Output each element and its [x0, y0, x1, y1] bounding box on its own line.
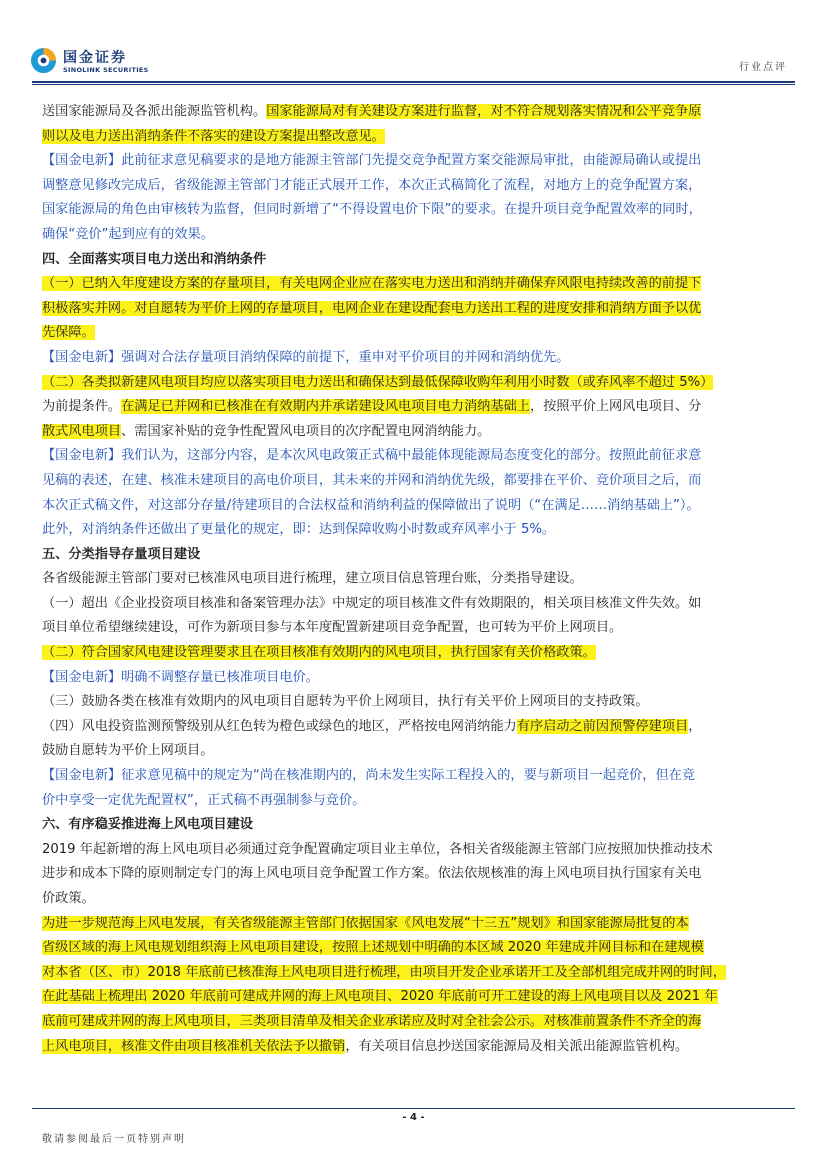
- text-line: [42, 838, 798, 863]
- section-heading: [42, 248, 798, 273]
- footer-divider: [32, 1108, 795, 1109]
- text-line: [42, 223, 798, 248]
- report-category: 行业点评: [739, 62, 787, 73]
- logo-chinese-name: 国金证券: [63, 50, 127, 66]
- heading-text: 四、全面落实项目电力送出和消纳条件: [42, 251, 267, 267]
- text-line: [42, 494, 798, 519]
- highlighted-text: 对本省（区、市）2018 年底前已核准海上风电项目进行梳理，由项目开发企业承诺开工及全部机组完成并网的时间，: [42, 964, 726, 980]
- highlighted-text: （二）各类拟新建风电项目均应以落实项目电力送出和确保达到最低保障收购年利用小时数（或弃风率不超过 5%）: [42, 374, 714, 390]
- text-line: [42, 936, 798, 961]
- sinolink-logo-icon: [30, 47, 57, 74]
- text-line: [42, 641, 798, 666]
- highlighted-text: 国家能源局对有关建设方案进行监督，对不符合规划落实情况和公平竞争原: [266, 104, 702, 119]
- analyst-comment-text: 调整意见修改完成后，省级能源主管部门才能正式展开工作，本次正式稿简化了流程，对地方上的竞争配置方案，: [42, 177, 702, 193]
- highlighted-text: 有序启动之前因预警停建项目: [516, 718, 689, 734]
- analyst-comment-text: 价中享受一定优先配置权”，正式稿不再强制参与竞价。: [42, 792, 366, 808]
- disclaimer-note: 敬请参阅最后一页特别声明: [42, 1134, 186, 1145]
- highlighted-text: 在此基础上梳理出 2020 年底前可建成并网的海上风电项目、2020 年底前可开工建设的海上风电项目以及 2021 年: [42, 989, 718, 1005]
- body-text: 为前提条件。: [42, 399, 122, 415]
- header-divider: [32, 81, 795, 83]
- text-line: [42, 125, 798, 150]
- highlighted-text: 则以及电力送出消纳条件不落实的建设方案提出整改意见。: [42, 128, 385, 144]
- text-line: [42, 764, 798, 789]
- analyst-comment-text: 【国金电新】明确不调整存量已核准项目电价。: [42, 669, 319, 685]
- analyst-comment-text: 【国金电新】此前征求意见稿要求的是地方能源主管部门先提交竞争配置方案交能源局审批，由能源局确认或提出: [42, 153, 702, 169]
- text-line: [42, 690, 798, 715]
- analyst-comment-text: 【国金电新】征求意见稿中的规定为“尚在核准期内的，尚未发生实际工程投入的，要与新项目一起竞价，但在竞: [42, 768, 696, 784]
- text-line: [42, 739, 798, 764]
- section-heading: [42, 813, 798, 838]
- body-text: 、需国家补贴的竞争性配置风电项目的次序配置电网消纳能力。: [121, 423, 491, 439]
- highlighted-text: 积极落实并网。对自愿转为平价上网的存量项目，电网企业在建设配套电力送出工程的进度安排和消纳方面予以优: [42, 300, 702, 316]
- analyst-comment-text: 此外，对消纳条件还做出了更量化的规定，即：达到保障收购小时数或弃风率小于 5%。: [42, 522, 556, 538]
- body-text: （一）超出《企业投资项目核准和备案管理办法》中规定的项目核准文件有效期限的，相关项目核准文件失效。如: [42, 595, 702, 611]
- body-text: ，: [688, 718, 702, 734]
- text-line: [42, 395, 798, 420]
- text-line: [42, 420, 798, 445]
- text-line: [42, 346, 798, 371]
- text-line: [42, 371, 798, 396]
- body-text: ，按照平价上网风电项目、分: [529, 399, 702, 415]
- text-line: [42, 887, 798, 912]
- analyst-comment-text: 【国金电新】我们认为，这部分内容，是本次风电政策正式稿中最能体现能源局态度变化的部分。按照此前征求意: [42, 448, 702, 464]
- page-number: - 4 -: [402, 1112, 425, 1123]
- document-body: [42, 100, 798, 1059]
- highlighted-text: 先保障。: [42, 325, 95, 341]
- text-line: [42, 567, 798, 592]
- analyst-comment-text: 本次正式稿文件，对这部分存量/待建项目的合法权益和消纳利益的保障做出了说明（“在满足……消纳基础上”）。: [42, 497, 700, 513]
- highlighted-text: （一）已纳入年度建设方案的存量项目，有关电网企业应在落实电力送出和消纳并确保弃风限电持续改善的前提下: [42, 276, 702, 292]
- text-line: [42, 149, 798, 174]
- body-text: 价政策。: [42, 891, 95, 906]
- header-divider-thin: [32, 84, 795, 85]
- analyst-comment-text: 见稿的表述，在建、核准未建项目的高电价项目，其未来的并网和消纳优先级，都要排在平价、竞价项目之后，而: [42, 472, 702, 488]
- body-text: 进步和成本下降的原则制定专门的海上风电项目竞争配置工作方案。依法依规核准的海上风电项目执行国家有关电: [42, 866, 702, 882]
- text-line: [42, 666, 798, 691]
- analyst-comment-text: 国家能源局的角色由审核转为监督，但同时新增了“不得设置电价下限”的要求。在提升项目竞争配置效率的同时，: [42, 202, 702, 218]
- company-logo: [30, 46, 165, 80]
- text-line: [42, 1010, 798, 1035]
- highlighted-text: 在满足已并网和已核准在有效期内并承诺建设风电项目电力消纳基础上: [121, 399, 530, 415]
- text-line: [42, 1035, 798, 1060]
- heading-text: 六、有序稳妥推进海上风电项目建设: [42, 817, 253, 833]
- text-line: [42, 985, 798, 1010]
- body-text: （三）鼓励各类在核准有效期内的风电项目自愿转为平价上网项目，执行有关平价上网项目的支持政策。: [42, 694, 649, 710]
- text-line: [42, 297, 798, 322]
- section-heading: [42, 543, 798, 568]
- page-header: [0, 0, 827, 80]
- body-text: 2019 年起新增的海上风电项目必须通过竞争配置确定项目业主单位，各相关省级能源主管部门应按照加快推动技术: [42, 841, 713, 857]
- body-text: 各省级能源主管部门要对已核准风电项目进行梳理，建立项目信息管理台账，分类指导建设。: [42, 571, 583, 587]
- text-line: [42, 198, 798, 223]
- text-line: [42, 616, 798, 641]
- analyst-comment-text: 【国金电新】强调对合法存量项目消纳保障的前提下，重申对平价项目的并网和消纳优先。: [42, 349, 570, 365]
- highlighted-text: 散式风电项目: [42, 423, 122, 439]
- heading-text: 五、分类指导存量项目建设: [42, 546, 201, 562]
- highlighted-text: 省级区域的海上风电规划组织海上风电项目建设，按照上述规划中明确的本区域 2020 年建成并网目标和在建规模: [42, 940, 704, 956]
- text-line: [42, 789, 798, 814]
- text-line: [42, 444, 798, 469]
- text-line: [42, 469, 798, 494]
- text-line: [42, 518, 798, 543]
- highlighted-text: 上风电项目，核准文件由项目核准机关依法予以撤销: [42, 1038, 346, 1054]
- text-line: [42, 272, 798, 297]
- body-text: （四）风电投资监测预警级别从红色转为橙色或绿色的地区，严格按电网消纳能力: [42, 718, 517, 734]
- text-line: [42, 100, 798, 125]
- highlighted-text: （二）符合国家风电建设管理要求且在项目核准有效期内的风电项目，执行国家有关价格政策。: [42, 645, 596, 661]
- text-line: [42, 321, 798, 346]
- analyst-comment-text: 确保“竞价”起到应有的效果。: [42, 226, 214, 242]
- text-line: [42, 592, 798, 617]
- text-line: [42, 715, 798, 740]
- highlighted-text: 为进一步规范海上风电发展，有关省级能源主管部门依据国家《风电发展“十三五”规划》和国家能源局批复的本: [42, 915, 689, 931]
- highlighted-text: 底前可建成并网的海上风电项目，三类项目清单及相关企业承诺应及时对全社会公示。对核准前置条件不齐全的海: [42, 1013, 702, 1029]
- body-text: 送国家能源局及各派出能源监管机构。: [42, 104, 267, 119]
- body-text: 项目单位希望继续建设，可作为新项目参与本年度配置新建项目竞争配置，也可转为平价上网项目。: [42, 620, 623, 636]
- body-text: 鼓励自愿转为平价上网项目。: [42, 743, 214, 759]
- text-line: [42, 862, 798, 887]
- text-line: [42, 912, 798, 937]
- text-line: [42, 961, 798, 986]
- logo-english-name: SINOLINK SECURITIES: [63, 66, 149, 74]
- body-text: ，有关项目信息抄送国家能源局及相关派出能源监管机构。: [345, 1038, 689, 1054]
- text-line: [42, 174, 798, 199]
